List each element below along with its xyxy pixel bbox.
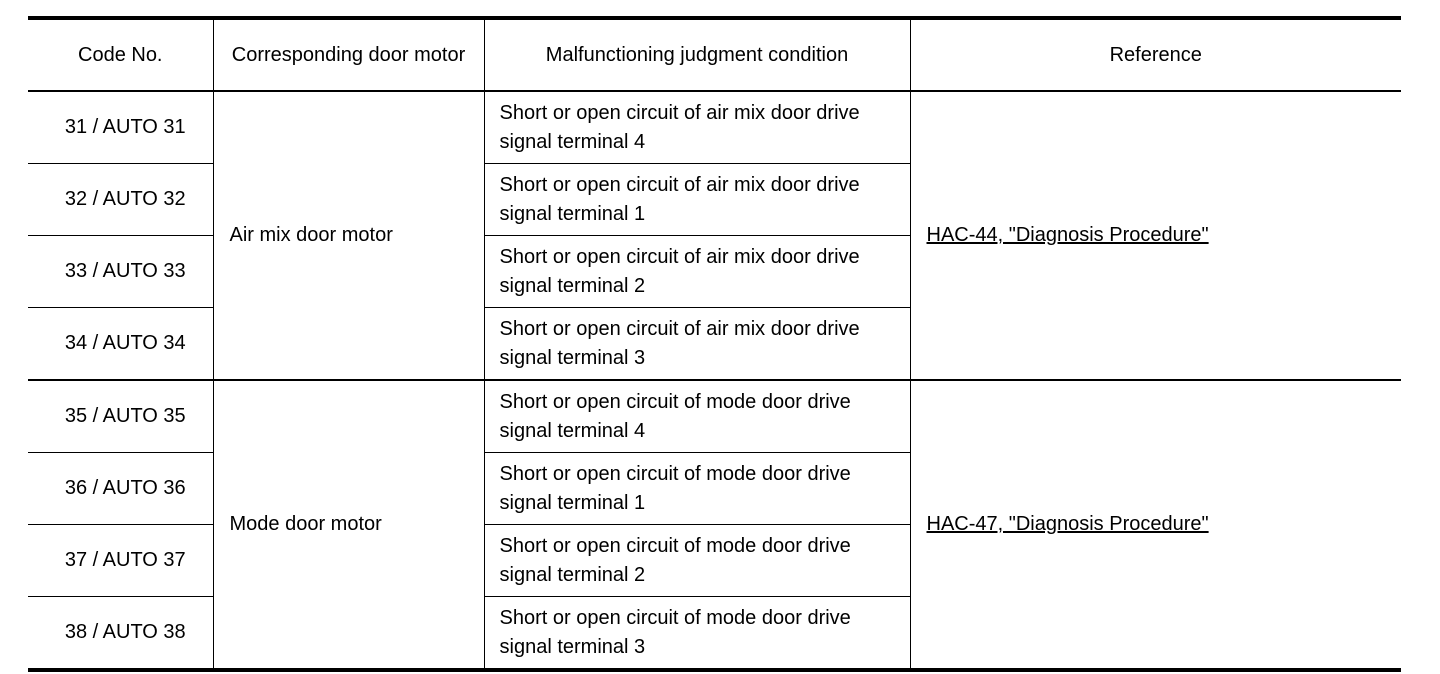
table-row (28, 380, 1401, 453)
header-reference: Reference (910, 18, 1401, 91)
reference-cell (910, 91, 1401, 380)
code-cell: 32 / AUTO 32 (28, 164, 213, 236)
condition-cell: Short or open circuit of mode door drive signal terminal 2 (484, 525, 910, 597)
condition-cell: Short or open circuit of air mix door drive signal terminal 3 (484, 308, 910, 381)
condition-cell: Short or open circuit of air mix door drive signal terminal 4 (484, 91, 910, 164)
header-corresponding-door-motor: Corresponding door motor (213, 18, 484, 91)
condition-cell: Short or open circuit of mode door drive signal terminal 1 (484, 453, 910, 525)
door-motor-cell: Air mix door motor (213, 91, 484, 380)
condition-cell: Short or open circuit of mode door drive signal terminal 4 (484, 380, 910, 453)
reference-link[interactable]: HAC-44, "Diagnosis Procedure" (926, 224, 1209, 246)
diagnosis-table-container (28, 16, 1401, 672)
code-cell: 37 / AUTO 37 (28, 525, 213, 597)
code-cell: 38 / AUTO 38 (28, 597, 213, 671)
reference-link[interactable]: HAC-47, "Diagnosis Procedure" (926, 513, 1209, 535)
reference-cell (910, 380, 1401, 670)
header-code-no: Code No. (28, 18, 213, 91)
table-row (28, 91, 1401, 164)
code-cell: 31 / AUTO 31 (28, 91, 213, 164)
diagnosis-table (28, 16, 1401, 672)
code-cell: 34 / AUTO 34 (28, 308, 213, 381)
table-header-row (28, 18, 1401, 91)
code-cell: 35 / AUTO 35 (28, 380, 213, 453)
condition-cell: Short or open circuit of air mix door drive signal terminal 2 (484, 236, 910, 308)
condition-cell: Short or open circuit of mode door drive signal terminal 3 (484, 597, 910, 671)
condition-cell: Short or open circuit of air mix door drive signal terminal 1 (484, 164, 910, 236)
code-cell: 33 / AUTO 33 (28, 236, 213, 308)
header-malfunction-condition: Malfunctioning judgment condition (484, 18, 910, 91)
door-motor-cell: Mode door motor (213, 380, 484, 670)
code-cell: 36 / AUTO 36 (28, 453, 213, 525)
